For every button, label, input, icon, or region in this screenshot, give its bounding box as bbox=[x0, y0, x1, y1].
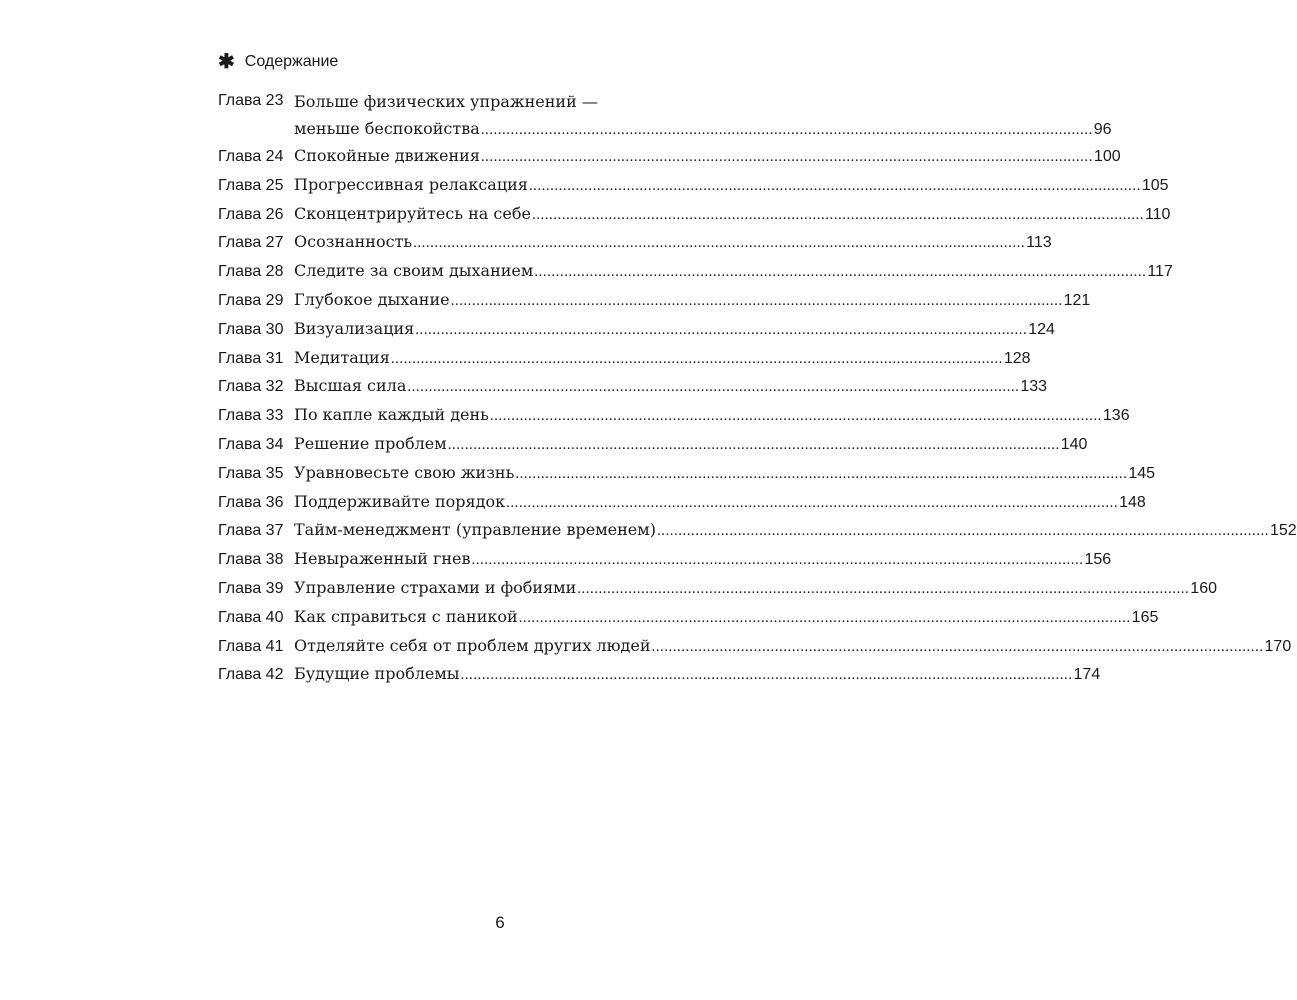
toc-entry[interactable] bbox=[218, 491, 1146, 521]
chapter-page: 113 bbox=[1026, 234, 1052, 252]
section-title: Содержание bbox=[244, 53, 339, 70]
chapter-label: Глава 37 bbox=[218, 522, 284, 540]
chapter-label: Глава 34 bbox=[218, 435, 284, 453]
dot-leader bbox=[657, 523, 1269, 540]
toc-entry[interactable] bbox=[218, 520, 1297, 549]
chapter-page: 156 bbox=[1084, 551, 1112, 569]
chapter-title: Глубокое дыхание bbox=[294, 289, 450, 309]
chapter-title: Отделяйте себя от проблем других людей bbox=[294, 635, 651, 655]
dot-leader bbox=[515, 466, 1127, 483]
chapter-label: Глава 39 bbox=[218, 579, 284, 597]
chapter-label: Глава 29 bbox=[218, 291, 284, 309]
chapter-page: 148 bbox=[1119, 493, 1146, 511]
chapter-page: 124 bbox=[1028, 320, 1055, 338]
chapter-title: Решение проблем bbox=[294, 433, 447, 453]
dot-leader bbox=[415, 322, 1027, 339]
asterisk-icon: ✱ bbox=[218, 51, 235, 73]
dot-leader bbox=[532, 207, 1144, 224]
dot-leader bbox=[481, 122, 1093, 139]
chapter-page: 100 bbox=[1093, 148, 1121, 165]
toc-entry[interactable] bbox=[218, 405, 1130, 434]
chapter-title: Как справиться с паникой bbox=[294, 606, 518, 626]
chapter-page: 152 bbox=[1269, 522, 1297, 540]
dot-leader bbox=[413, 235, 1025, 252]
section-header bbox=[218, 52, 338, 72]
toc-entry[interactable] bbox=[218, 635, 1292, 665]
chapter-page: 96 bbox=[1093, 121, 1112, 138]
chapter-title: Визуализация bbox=[294, 318, 415, 338]
chapter-title: Высшая сила bbox=[294, 376, 407, 396]
chapter-label: Глава 32 bbox=[218, 378, 284, 396]
dot-leader bbox=[451, 293, 1063, 310]
chapter-page: 105 bbox=[1141, 176, 1169, 194]
chapter-label: Глава 31 bbox=[218, 349, 284, 367]
chapter-label: Глава 25 bbox=[218, 176, 284, 194]
chapter-label: Глава 26 bbox=[218, 205, 284, 223]
chapter-page: 145 bbox=[1128, 464, 1156, 482]
dot-leader bbox=[534, 264, 1146, 281]
chapter-title: меньше беспокойства bbox=[294, 119, 480, 138]
chapter-label: Глава 24 bbox=[218, 148, 284, 165]
toc-entry[interactable] bbox=[218, 577, 1217, 607]
dot-leader bbox=[461, 667, 1073, 684]
chapter-title: Осознанность bbox=[294, 232, 413, 252]
toc-entry[interactable] bbox=[218, 433, 1088, 463]
toc-entry[interactable] bbox=[218, 549, 1112, 578]
chapter-label: Глава 28 bbox=[218, 263, 284, 281]
dot-leader bbox=[529, 178, 1141, 195]
chapter-page: 128 bbox=[1003, 349, 1031, 367]
dot-leader bbox=[481, 149, 1093, 166]
chapter-title: Управление страхами и фобиями bbox=[294, 577, 577, 597]
dot-leader bbox=[407, 379, 1019, 396]
chapter-title: Сконцентрируйтесь на себе bbox=[294, 203, 531, 223]
chapter-page: 140 bbox=[1060, 435, 1088, 453]
toc-entry[interactable] bbox=[218, 289, 1091, 319]
chapter-page: 170 bbox=[1264, 637, 1292, 655]
toc-entry[interactable] bbox=[218, 347, 1031, 377]
chapter-label: Глава 27 bbox=[218, 234, 284, 252]
toc-entry[interactable] bbox=[218, 318, 1055, 348]
toc-entry[interactable] bbox=[218, 146, 1121, 175]
chapter-page: 174 bbox=[1073, 666, 1101, 684]
chapter-label: Глава 42 bbox=[218, 666, 284, 684]
chapter-page: 110 bbox=[1144, 205, 1171, 223]
dot-leader bbox=[519, 610, 1131, 627]
dot-leader bbox=[448, 437, 1060, 454]
toc-entry[interactable] bbox=[218, 606, 1159, 636]
table-of-contents bbox=[218, 92, 1297, 693]
chapter-title: Прогрессивная релаксация bbox=[294, 174, 528, 194]
toc-entry[interactable] bbox=[218, 92, 1112, 146]
toc-entry[interactable] bbox=[218, 232, 1052, 261]
toc-entry[interactable] bbox=[218, 174, 1169, 204]
chapter-label: Глава 35 bbox=[218, 464, 284, 482]
chapter-title: Будущие проблемы bbox=[294, 664, 460, 684]
chapter-label: Глава 33 bbox=[218, 407, 284, 425]
toc-entry[interactable] bbox=[218, 664, 1101, 693]
chapter-title-line1: Больше физических упражнений — bbox=[294, 92, 598, 111]
chapter-label: Глава 23 bbox=[218, 92, 284, 109]
toc-entry[interactable] bbox=[218, 376, 1048, 405]
dot-leader bbox=[652, 639, 1264, 656]
toc-entry[interactable] bbox=[218, 462, 1156, 492]
chapter-title: Невыраженный гнев bbox=[294, 549, 471, 569]
chapter-page: 133 bbox=[1020, 378, 1048, 396]
chapter-label: Глава 40 bbox=[218, 608, 284, 626]
chapter-label: Глава 38 bbox=[218, 551, 284, 569]
chapter-page: 121 bbox=[1063, 291, 1091, 309]
toc-entry[interactable] bbox=[218, 261, 1173, 290]
chapter-title: Поддерживайте порядок bbox=[294, 491, 506, 511]
chapter-page: 165 bbox=[1131, 608, 1159, 626]
chapter-page: 136 bbox=[1102, 407, 1130, 425]
chapter-label: Глава 41 bbox=[218, 637, 284, 655]
page-number: 6 bbox=[495, 913, 505, 932]
dot-leader bbox=[506, 495, 1118, 512]
dot-leader bbox=[490, 408, 1102, 425]
toc-entry[interactable] bbox=[218, 203, 1171, 233]
chapter-title: Спокойные движения bbox=[294, 146, 480, 165]
chapter-label: Глава 36 bbox=[218, 493, 284, 511]
dot-leader bbox=[577, 581, 1189, 598]
chapter-title: Уравновесьте свою жизнь bbox=[294, 462, 515, 482]
dot-leader bbox=[471, 552, 1083, 569]
chapter-title: Тайм-менеджмент (управление временем) bbox=[294, 520, 656, 540]
chapter-label: Глава 30 bbox=[218, 320, 284, 338]
dot-leader bbox=[391, 351, 1003, 368]
chapter-title: По капле каждый день bbox=[294, 405, 489, 425]
chapter-page: 117 bbox=[1147, 263, 1173, 281]
chapter-title: Медитация bbox=[294, 347, 390, 367]
chapter-title: Следите за своим дыханием bbox=[294, 261, 534, 281]
chapter-page: 160 bbox=[1190, 579, 1217, 597]
